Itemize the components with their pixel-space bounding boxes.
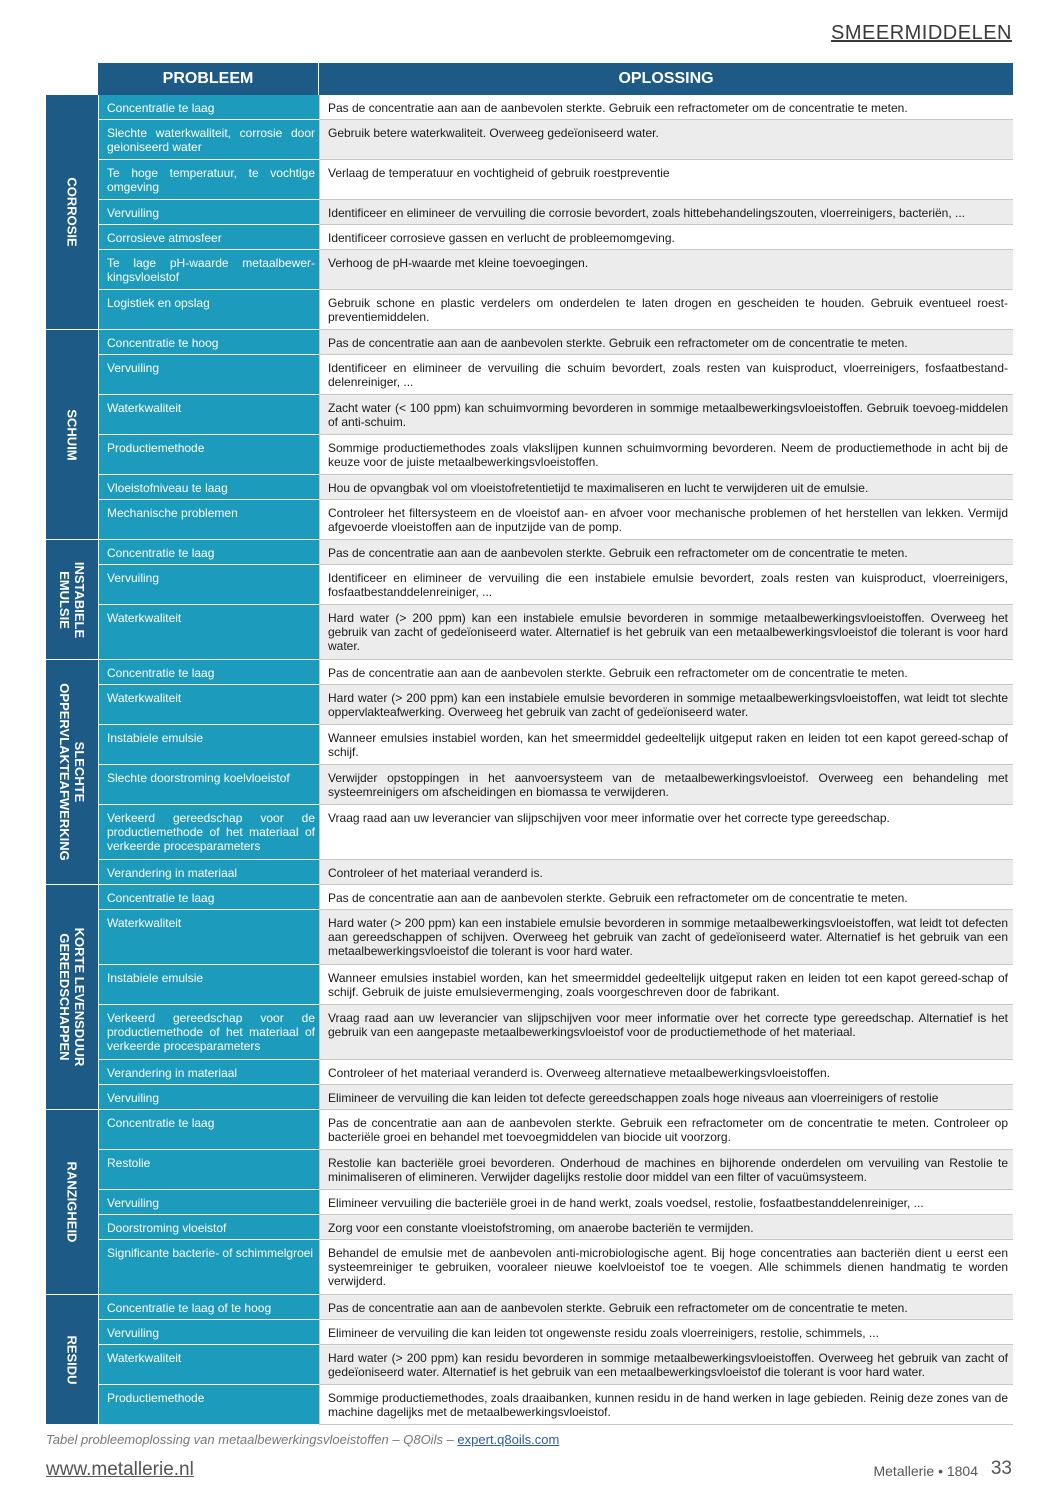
solution-cell: Vraag raad aan uw leverancier van slijpschijven voor meer informatie over het correcte type gereedschap. [319, 805, 1013, 860]
problem-cell: Vervuiling [98, 200, 319, 225]
solution-cell: Pas de concentratie aan aan de aanbevolen sterkte. Gebruik een refractometer om de concentratie te meten. [319, 540, 1013, 565]
problem-cell: Concentratie te laag [98, 95, 319, 120]
problem-cell: Te hoge temperatuur, te vochtige omgeving [98, 160, 319, 200]
problem-cell: Concentratie te laag [98, 885, 319, 910]
problem-cell: Concentratie te laag [98, 540, 319, 565]
category-cell [46, 540, 98, 660]
problem-header: PROBLEEM [98, 63, 319, 95]
page-number: 33 [990, 1458, 1012, 1479]
problem-cell: Restolie [98, 1150, 319, 1190]
category-label: SCHUIM [64, 408, 80, 461]
solution-cell: Pas de concentratie aan aan de aanbevolen sterkte. Gebruik een refractometer om de concentratie te meten. [319, 1295, 1013, 1320]
solution-cell: Elimineer vervuiling die bacteriële groei in de hand werkt, zoals voedsel, restolie, fosfaatbestanddelenreiniger, ... [319, 1190, 1013, 1215]
solution-cell: Sommige productiemethodes zoals vlakslijpen kunnen schuimvorming bevorderen. Neem de productiemethode in acht bij de keuze voor de juiste metaalbewerkingsvloeistoffen. [319, 435, 1013, 475]
category-cell [46, 1295, 98, 1425]
category-label: RANZIGHEID [64, 1161, 80, 1243]
category-cell [46, 660, 98, 885]
problem-cell: Verkeerd gereedschap voor de productiemethode of het materiaal of verkeerde procesparameters [98, 1005, 319, 1060]
category-cell [46, 95, 98, 330]
caption-text: Tabel probleemoplossing van metaalbewerkingsvloeistoffen – Q8Oils – [46, 1432, 458, 1447]
category-label: SLECHTE OPPERVLAKTEAFWERKING [57, 683, 87, 861]
solution-cell: Elimineer de vervuiling die kan leiden tot ongewenste residu zoals vloerreinigers, restolie, schimmels, ... [319, 1320, 1013, 1345]
category-label: CORROSIE [64, 177, 80, 247]
problem-cell: Logistiek en opslag [98, 290, 319, 330]
solution-cell: Pas de concentratie aan aan de aanbevolen sterkte. Gebruik een refractometer om de concentratie te meten. [319, 660, 1013, 685]
problem-cell: Vervuiling [98, 1190, 319, 1215]
footer-site[interactable]: www.metallerie.nl [46, 1459, 194, 1480]
solution-cell: Verlaag de temperatuur en vochtigheid of gebruik roestpreventie [319, 160, 1013, 200]
problem-cell: Verkeerd gereedschap voor de productiemethode of het materiaal of verkeerde procesparameters [98, 805, 319, 860]
problem-cell: Productiemethode [98, 435, 319, 475]
problem-cell: Doorstroming vloeistof [98, 1215, 319, 1240]
category-cell [46, 330, 98, 540]
solution-cell: Hard water (> 200 ppm) kan een instabiele emulsie bevorderen in sommige metaalbewerkingsvloeistoffen, wat leidt tot defecten aan gereedschappen of schijven. Overweeg het gebruik van zacht of gedeïoniseerd water. Alternatief is het gebruik van een metaalbewerkingsvloeistof die tolerant is voor hard water. [319, 910, 1013, 965]
problem-cell: Waterkwaliteit [98, 685, 319, 725]
section-title: SMEERMIDDELEN [831, 22, 1012, 44]
solution-cell: Pas de concentratie aan aan de aanbevolen sterkte. Gebruik een refractometer om de concentratie te meten. Controleer op bacteriële groei en behandel met toevoegmiddelen van biocide uit voorzorg. [319, 1110, 1013, 1150]
solution-cell: Elimineer de vervuiling die kan leiden tot defecte gereedschappen zoals hoge niveaus aan vloerreinigers of restolie [319, 1085, 1013, 1110]
problem-cell: Slechte doorstroming koelvloeistof [98, 765, 319, 805]
category-cell [46, 885, 98, 1110]
solution-cell: Identificeer en elimineer de vervuiling die een instabiele emulsie bevordert, zoals resten van kuisproduct, vloerreinigers, fosfaatbestanddelenreiniger, ... [319, 565, 1013, 605]
solution-cell: Wanneer emulsies instabiel worden, kan het smeermiddel gedeeltelijk uitgeput raken en leiden tot een kapot gereed-schap of schijf. [319, 725, 1013, 765]
solution-cell: Pas de concentratie aan aan de aanbevolen sterkte. Gebruik een refractometer om de concentratie te meten. [319, 885, 1013, 910]
solution-cell: Behandel de emulsie met de aanbevolen anti-microbiologische agent. Bij hoge concentraties aan bacteriën dient u eerst een systeemreiniger te gebruiken, vooraleer nieuwe koelvloeistof toe te voegen. Alle schimmels dienen handmatig te worden verwijderd. [319, 1240, 1013, 1295]
problem-cell: Waterkwaliteit [98, 395, 319, 435]
solution-cell: Gebruik betere waterkwaliteit. Overweeg gedeïoniseerd water. [319, 120, 1013, 160]
problem-cell: Concentratie te laag [98, 660, 319, 685]
problem-cell: Mechanische problemen [98, 500, 319, 540]
solution-cell: Vraag raad aan uw leverancier van slijpschijven voor meer informatie over het correcte type gereedschap. Alternatief is het gebruik van een aangepaste metaalbewerkingsvloeistof voor de productiemethode of het materiaal. [319, 1005, 1013, 1060]
problem-cell: Vervuiling [98, 1320, 319, 1345]
problem-cell: Verandering in materiaal [98, 1060, 319, 1085]
solution-cell: Restolie kan bacteriële groei bevorderen. Onderhoud de machines en bijhorende onderdelen om vervuiling van Restolie te minimaliseren of elimineren. Verwijder dagelijks restolie door middel van een filter of vacuümsysteem. [319, 1150, 1013, 1190]
problem-cell: Vervuiling [98, 565, 319, 605]
solution-cell: Hou de opvangbak vol om vloeistofretentietijd te maximaliseren en lucht te verwijderen uit de emulsie. [319, 475, 1013, 500]
footer-issue: Metallerie • 1804 [873, 1463, 978, 1479]
problem-cell: Vloeistofniveau te laag [98, 475, 319, 500]
problem-cell: Productiemethode [98, 1385, 319, 1425]
problem-cell: Slechte waterkwaliteit, corrosie door geioniseerd water [98, 120, 319, 160]
problem-cell: Waterkwaliteit [98, 1345, 319, 1385]
solution-cell: Controleer het filtersysteem en de vloeistof aan- en afvoer voor mechanische problemen of het herstellen van lekken. Vermijd afgevoerde vloeistoffen aan de inputzijde van de pomp. [319, 500, 1013, 540]
category-label: KORTE LEVENSDUUR GEREEDSCHAPPEN [57, 927, 87, 1067]
problem-cell: Concentratie te laag [98, 1110, 319, 1150]
solution-cell: Identificeer corrosieve gassen en verlucht de probleemomgeving. [319, 225, 1013, 250]
problem-cell: Instabiele emulsie [98, 725, 319, 765]
solution-cell: Verwijder opstoppingen in het aanvoersysteem van de metaalbewerkingsvloeistof. Overweeg een behandeling met systeemreinigers om afscheidingen en biomassa te verwijderen. [319, 765, 1013, 805]
problem-cell: Waterkwaliteit [98, 605, 319, 660]
solution-cell: Hard water (> 200 ppm) kan residu bevorderen in sommige metaalbewerkingsvloeistoffen. Overweeg het gebruik van zacht of gedeïoniseerd water. Alternatief is het gebruik van een metaalbewerkingsvloeistof die tolerant is voor hard water. [319, 1345, 1013, 1385]
solution-cell: Controleer of het materiaal veranderd is. Overweeg alternatieve metaalbewerkingsvloeistoffen. [319, 1060, 1013, 1085]
problem-cell: Corrosieve atmosfeer [98, 225, 319, 250]
problem-cell: Vervuiling [98, 355, 319, 395]
table-caption [46, 1432, 559, 1447]
category-label: RESIDU [64, 1334, 80, 1385]
solution-cell: Verhoog de pH-waarde met kleine toevoegingen. [319, 250, 1013, 290]
solution-cell: Hard water (> 200 ppm) kan een instabiele emulsie bevorderen in sommige metaalbewerkingsvloeistoffen, wat leidt tot slechte oppervlakteafwerking. Overweeg het gebruik van zacht of gedeïoniseerd water. [319, 685, 1013, 725]
solution-cell: Identificeer en elimineer de vervuiling die corrosie bevordert, zoals hittebehandelingszouten, vloerreinigers, bacteriën, ... [319, 200, 1013, 225]
solution-cell: Gebruik schone en plastic verdelers om onderdelen te laten drogen en gescheiden te houden. Gebruik eventueel roest-preventiemiddelen. [319, 290, 1013, 330]
solution-cell: Controleer of het materiaal veranderd is. [319, 860, 1013, 885]
solution-cell: Pas de concentratie aan aan de aanbevolen sterkte. Gebruik een refractometer om de concentratie te meten. [319, 95, 1013, 120]
problem-cell: Concentratie te laag of te hoog [98, 1295, 319, 1320]
caption-link[interactable]: expert.q8oils.com [457, 1432, 560, 1447]
solution-header: OPLOSSING [319, 63, 1013, 95]
problem-cell: Vervuiling [98, 1085, 319, 1110]
solution-cell: Sommige productiemethodes, zoals draaibanken, kunnen residu in de hand werken in lage gebieden. Reinig deze zones van de machine dagelijks met de metaalbewerkingsvloeistof. [319, 1385, 1013, 1425]
solution-cell: Hard water (> 200 ppm) kan een instabiele emulsie bevorderen in sommige metaalbewerkingsvloeistoffen. Overweeg het gebruik van zacht of gedeïoniseerd water. Alternatief is het gebruik van een metaalbewerkingsvloeistof die tolerant is voor hard water. [319, 605, 1013, 660]
problem-cell: Waterkwaliteit [98, 910, 319, 965]
solution-cell: Pas de concentratie aan aan de aanbevolen sterkte. Gebruik een refractometer om de concentratie te meten. [319, 330, 1013, 355]
solution-cell: Zorg voor een constante vloeistofstroming, om anaerobe bacteriën te vermijden. [319, 1215, 1013, 1240]
problem-cell: Verandering in materiaal [98, 860, 319, 885]
solution-cell: Zacht water (< 100 ppm) kan schuimvorming bevorderen in sommige metaalbewerkingsvloeistoffen. Gebruik toevoeg-middelen of anti-schuim. [319, 395, 1013, 435]
category-label: INSTABIELE EMULSIE [57, 561, 87, 638]
problem-cell: Te lage pH-waarde metaalbewer-kingsvloeistof [98, 250, 319, 290]
problem-cell: Instabiele emulsie [98, 965, 319, 1005]
problem-cell: Significante bacterie- of schimmelgroei [98, 1240, 319, 1295]
solution-cell: Wanneer emulsies instabiel worden, kan het smeermiddel gedeeltelijk uitgeput raken en leiden tot een kapot gereed-schap of schijf. Gebruik de juiste emulsievermenging, zoals voorgeschreven door de fabrikant. [319, 965, 1013, 1005]
category-cell [46, 1110, 98, 1295]
solution-cell: Identificeer en elimineer de vervuiling die schuim bevordert, zoals resten van kuisproduct, vloerreinigers, fosfaatbestand-delenreiniger, ... [319, 355, 1013, 395]
problem-cell: Concentratie te hoog [98, 330, 319, 355]
